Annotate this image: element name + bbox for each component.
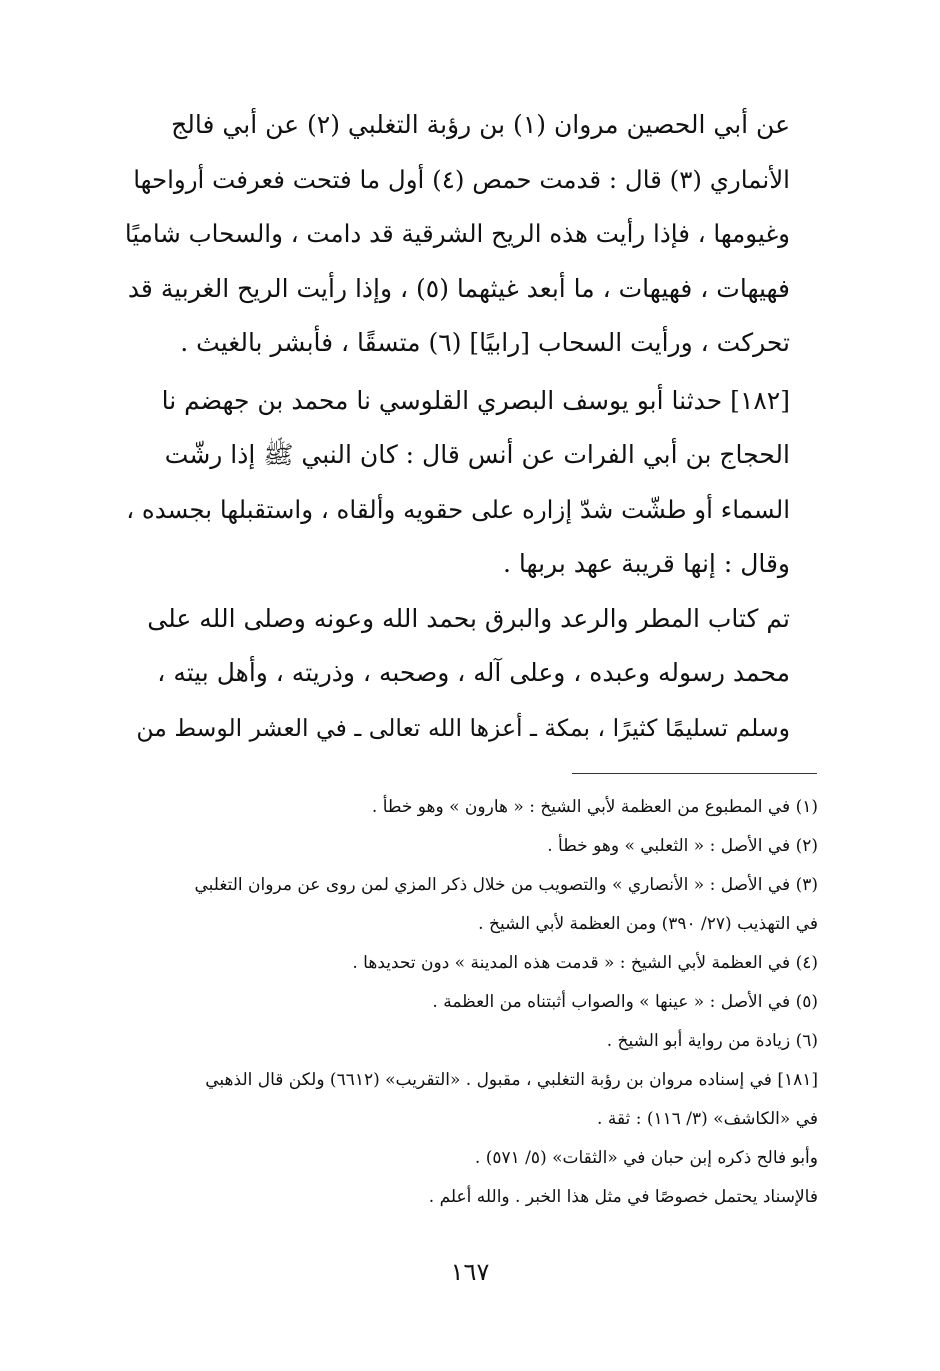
footnote-line: (٢) في الأصل : « الثعلبي » وهو خطأ . — [547, 836, 818, 856]
footnote-line: (٣) في الأصل : « الأنصاري » والتصويب من خلال ذكر المزي لمن روى عن مروان التغلبي — [194, 875, 818, 895]
text-line: تم كتاب المطر والرعد والبرق بحمد الله وعونه وصلى الله على — [147, 603, 790, 633]
text-line: وغيومها ، فإذا رأيت هذه الريح الشرقية قد دامت ، والسحاب شاميًا — [124, 219, 790, 248]
text-line: السماء أو طشّت شدّ إزاره على حقويه وألقاه ، واستقبلها بجسده ، — [126, 494, 790, 524]
footnotes — [118, 788, 818, 1217]
footnote-line: (٦) زيادة من رواية أبو الشيخ . — [606, 1031, 818, 1051]
text-line: عن أبي الحصين مروان (١) بن رؤبة التغلبي (٢) عن أبي فالج — [171, 110, 790, 139]
main-text — [125, 98, 790, 755]
footnote-line: في التهذيب (٢٧/ ٣٩٠) ومن العظمة لأبي الشيخ . — [478, 914, 818, 934]
text-line: الحجاج بن أبي الفرات عن أنس قال : كان النبي ﷺ إذا رشّت — [164, 440, 790, 469]
footnote-line: (١) في المطبوع من العظمة لأبي الشيخ : « هارون » وهو خطأ . — [371, 797, 818, 817]
commentary-line: فالإسناد يحتمل خصوصًا في مثل هذا الخبر . والله أعلم . — [428, 1187, 818, 1207]
commentary-line: [١٨١] في إسناده مروان بن رؤبة التغلبي ، مقبول . «التقريب» (٦٦١٢) ولكن قال الذهبي — [205, 1070, 818, 1090]
text-line: محمد رسوله وعبده ، وعلى آله ، وصحبه ، وذريته ، وأهل بيته ، — [157, 658, 790, 687]
footnote-line: (٥) في الأصل : « عينها » والصواب أثبتناه من العظمة . — [432, 992, 818, 1012]
text-line: وقال : إنها قريبة عهد بربها . — [503, 549, 790, 578]
text-line: تحركت ، ورأيت السحاب [رابيًا] (٦) متسقًا ، فأبشر بالغيث . — [180, 328, 790, 357]
commentary-line: وأبو فالح ذكره إبن حبان في «الثقات» (٥/ ٥٧١) . — [474, 1148, 818, 1168]
text-line: الأنماري (٣) قال : قدمت حمص (٤) أول ما فتحت فعرفت أرواحها — [133, 164, 790, 194]
footnote-line: (٤) في العظمة لأبي الشيخ : « قدمت هذه المدينة » دون تحديدها . — [352, 953, 818, 973]
text-line: وسلم تسليمًا كثيرًا ، بمكة ـ أعزها الله تعالى ـ في العشر الوسط من — [136, 713, 790, 742]
text-line: فهيهات ، فهيهات ، ما أبعد غيثهما (٥) ، وإذا رأيت الريح الغربية قد — [127, 273, 790, 303]
footnote-separator — [572, 773, 817, 774]
commentary-line: في «الكاشف» (٣/ ١١٦) : ثقة . — [597, 1109, 818, 1129]
page-number: ١٦٧ — [450, 1258, 490, 1286]
text-line: [١٨٢] حدثنا أبو يوسف البصري القلوسي نا محمد بن جهضم نا — [161, 385, 790, 415]
